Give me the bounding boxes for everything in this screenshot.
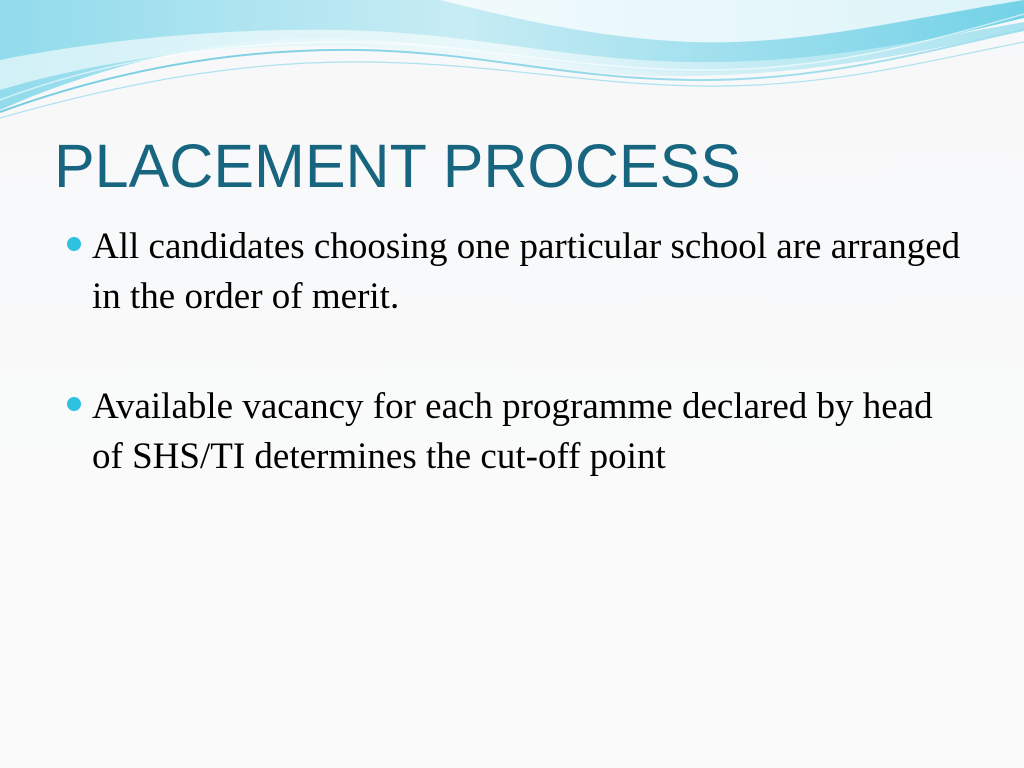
bullet-dot-icon [67,397,81,411]
bullet-text: Available vacancy for each programme declared by head of SHS/TI determines the cut-off point [92,386,933,477]
bullet-item [64,222,964,322]
bullet-item [64,382,964,482]
slide-title: PLACEMENT PROCESS [54,132,741,200]
bullet-list [64,222,964,542]
header-wave-decoration [0,0,1024,130]
bullet-dot-icon [67,237,81,251]
bullet-text: All candidates choosing one particular school are arranged in the order of merit. [92,226,961,317]
